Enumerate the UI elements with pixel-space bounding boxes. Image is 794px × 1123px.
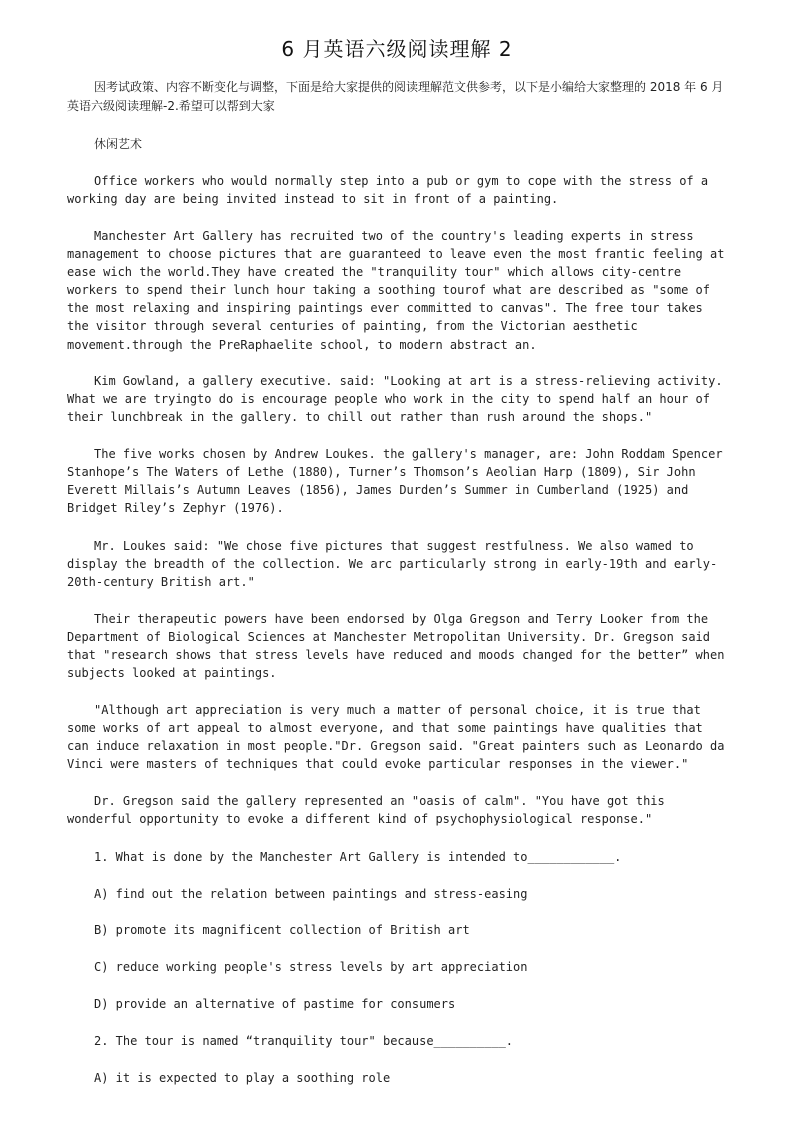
question-2: 2. The tour is named “tranquility tour" because__________. (94, 1034, 514, 1048)
question-1-option-b: B) promote its magnificent collection of British art (94, 923, 470, 937)
question-1: 1. What is done by the Manchester Art Gallery is intended to____________. (94, 850, 622, 864)
article-paragraph-7: "Although art appreciation is very much a matter of personal choice, it is true that some works of art appeal to almost everyone, and that some paintings have qualities that can induce relaxation in most people."Dr. Gregson said. "Great painters such as Leonardo da Vinci were masters of techniques that could evoke particular responses in the viewer." (67, 703, 725, 772)
article-paragraph-2: Manchester Art Gallery has recruited two of the country's leading experts in stress management to choose pictures that are guaranteed to leave even the most frantic feeling at ease wich the world.They have created the "tranquility tour" which allows city-centre workers to spend their lunch hour taking a soothing tourof what are described as "some of the most relaxing and inspiring paintings ever committed to canvas". The free tour takes the visitor through several centuries of painting, from the Victorian aesthetic movement.through the PreRaphaelite school, to modern abstract an. (67, 229, 725, 352)
question-1-option-c: C) reduce working people's stress levels by art appreciation (94, 960, 528, 974)
article-paragraph-8: Dr. Gregson said the gallery represented an "oasis of calm". "You have got this wonderful opportunity to evoke a different kind of psychophysiological response." (67, 794, 665, 827)
question-1-option-a: A) find out the relation between paintings and stress-easing (94, 887, 528, 901)
page-title: 6 月英语六级阅读理解 2 (281, 37, 513, 61)
question-1-option-d: D) provide an alternative of pastime for consumers (94, 997, 456, 1011)
section-heading: 休闲艺术 (94, 137, 143, 151)
intro-paragraph: 因考试政策、内容不断变化与调整，下面是给大家提供的阅读理解范文供参考，以下是小编给大家整理的 2018 年 6 月英语六级阅读理解-2.希望可以帮到大家 (67, 80, 724, 113)
article-paragraph-1: Office workers who would normally step into a pub or gym to cope with the stress of a working day are being invited instead to sit in front of a painting. (67, 174, 709, 207)
article-paragraph-6: Their therapeutic powers have been endorsed by Olga Gregson and Terry Looker from the Department of Biological Sciences at Manchester Metropolitan University. Dr. Gregson said that "research shows that stress levels have reduced and moods changed for the better” when subjects looked at paintings. (67, 612, 725, 681)
article-paragraph-3: Kim Gowland, a gallery executive. said: "Looking at art is a stress-relieving activity. What we are tryingto do is encourage people who work in the city to spend half an hour of their lunchbreak in the gallery. to chill out rather than rush around the shops." (67, 374, 723, 425)
question-2-option-a: A) it is expected to play a soothing role (94, 1071, 391, 1085)
article-paragraph-4: The five works chosen by Andrew Loukes. the gallery's manager, are: John Roddam Spencer Stanhope’s The Waters of Lethe (1880), Turner’s Thomson’s Aeolian Harp (1809), Sir John Everett Millais’s Autumn Leaves (1856), James Durden’s Summer in Cumberland (1925) and Bridget Riley’s Zephyr (1976). (67, 447, 723, 516)
article-paragraph-5: Mr. Loukes said: "We chose five pictures that suggest restfulness. We also wamed to display the breadth of the collection. We arc particularly strong in early-19th and early-20th-century British art." (67, 539, 718, 590)
